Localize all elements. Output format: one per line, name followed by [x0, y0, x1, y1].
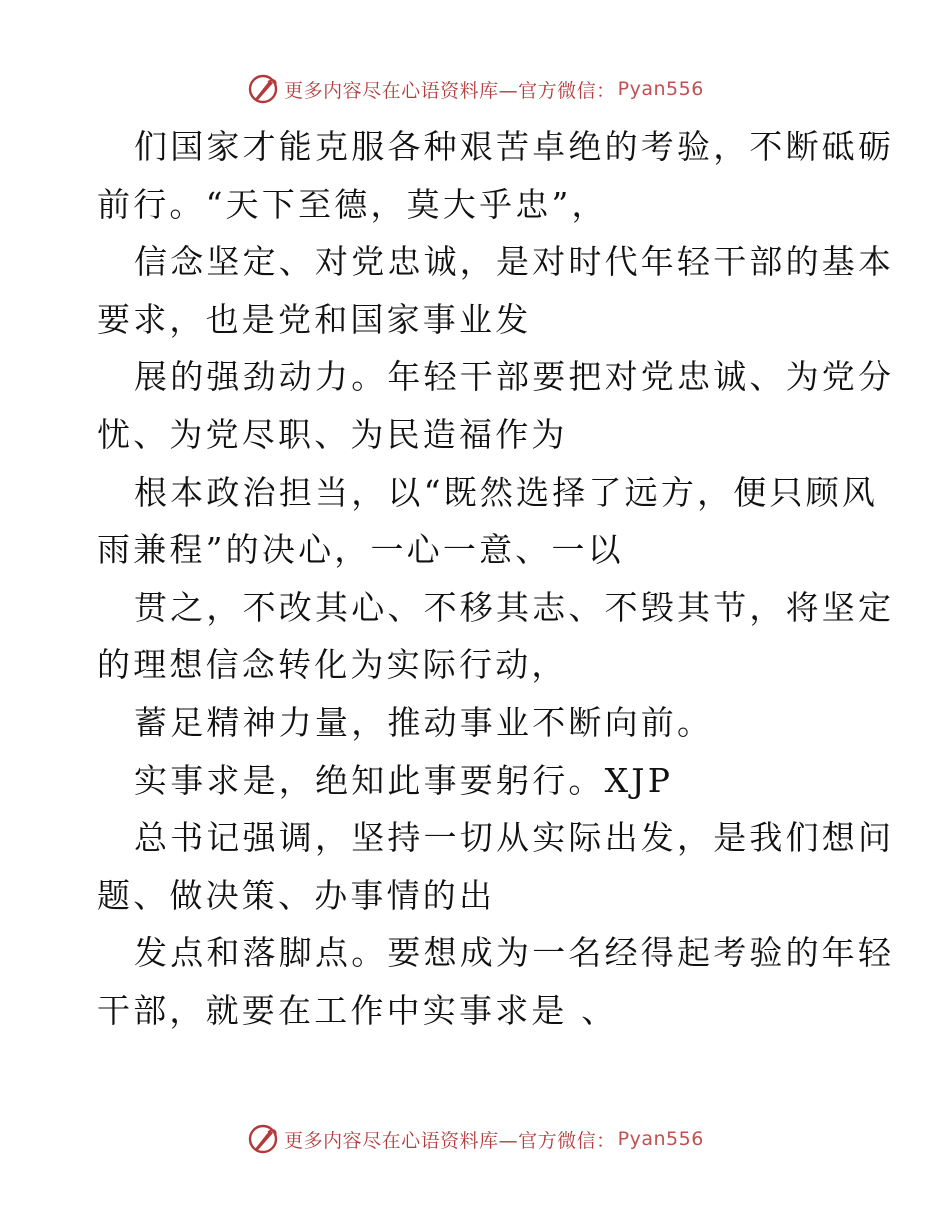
header-watermark — [0, 72, 950, 106]
text-line: 贯之，不改其心、不移其志、不毁其节，将坚定 — [134, 587, 895, 627]
text-line: 忧、为党尽职、为民造福作为 — [97, 414, 568, 454]
text-line: 们国家才能克服各种艰苦卓绝的考验，不断砥砺 — [134, 127, 895, 166]
watermark-text: 更多内容尽在心语资料库—官方微信： — [284, 1129, 616, 1152]
quill-seal-icon — [246, 72, 280, 106]
watermark-account: Pyan556 — [617, 1128, 704, 1150]
text-line: 雨兼程”的决心，一心一意、一以 — [97, 530, 624, 570]
text-line: 前行。“天下至德，莫大乎忠”， — [97, 184, 608, 224]
text-line: 发点和落脚点。要想成为一名经得起考验的年轻 — [134, 933, 895, 973]
text-line: 根本政治担当，以“既然选择了远方，便只顾风 — [134, 472, 879, 512]
watermark-account: Pyan556 — [617, 78, 704, 100]
document-body — [97, 118, 895, 1040]
text-line: 干部，就要在工作中实事求是 、 — [97, 990, 618, 1030]
footer-watermark — [0, 1122, 950, 1156]
text-line: 信念坚定、对党忠诚，是对时代年轻干部的基本 — [134, 242, 895, 282]
text-line: 要求，也是党和国家事业发 — [97, 299, 532, 339]
text-line: 总书记强调，坚持一切从实际出发，是我们想问 — [134, 818, 895, 858]
quill-seal-icon — [246, 1122, 280, 1156]
text-line: 蓄足精神力量，推动事业不断向前。 — [134, 702, 714, 742]
watermark-text: 更多内容尽在心语资料库—官方微信： — [284, 79, 616, 102]
text-line: 题、做决策、办事情的出 — [97, 875, 496, 915]
text-line: 的理想信念转化为实际行动， — [97, 645, 568, 685]
text-line: 实事求是，绝知此事要躬行。XJP — [134, 760, 674, 800]
text-line: 展的强劲动力。年轻干部要把对党忠诚、为党分 — [134, 357, 895, 397]
